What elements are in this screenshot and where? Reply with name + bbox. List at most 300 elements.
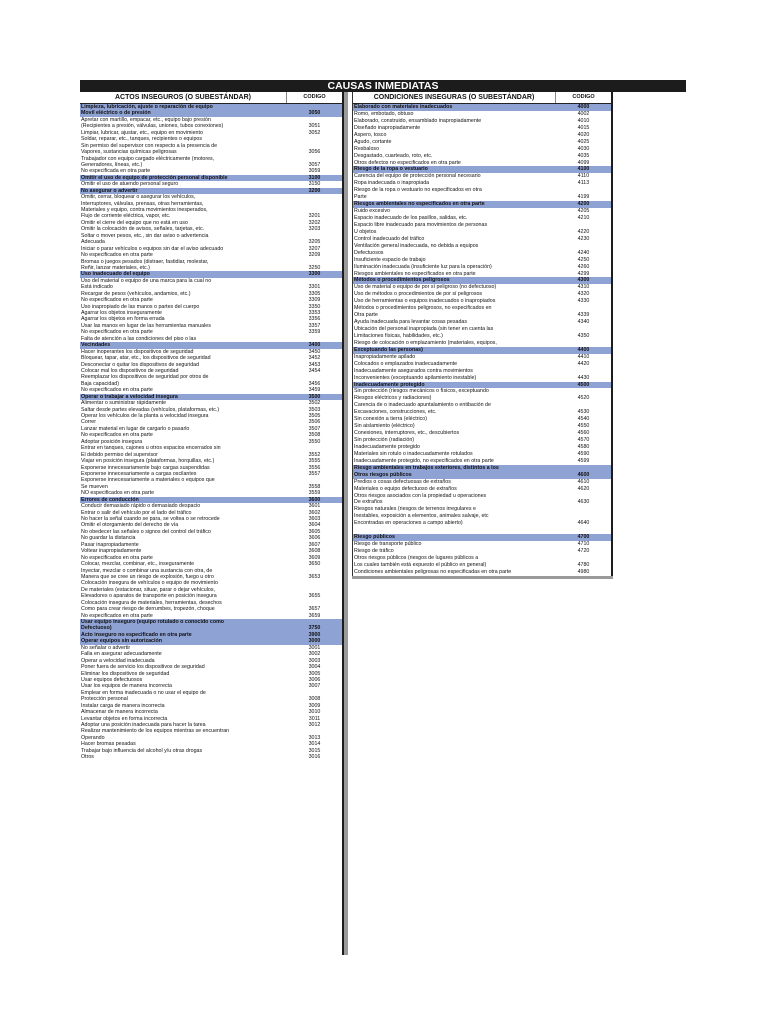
row-code: 3359	[308, 329, 321, 336]
row-code: 4420	[577, 360, 590, 367]
row-description: Carencia de o inadecuado apuntalamiento o entibación de	[354, 402, 491, 409]
row-description: U objetos	[354, 228, 377, 235]
row-description: Sin permiso del supervisor con respecto a la presencia de	[81, 142, 218, 149]
row-description: Operar equipos sin autorización	[81, 638, 162, 645]
row-description: Trabajar bajo influencia del alcohol y/u otras drogas	[81, 747, 203, 754]
row-description: Está indicado	[81, 284, 113, 291]
table-row	[353, 284, 611, 291]
row-description: Interruptores, válvulas, prensas, otras herramientas,	[81, 200, 204, 207]
row-description: Omitir, cerrar, bloquear o asegurar los vehículos,	[81, 194, 196, 201]
row-description: Usar los equipos de manera incorrecta	[81, 683, 172, 690]
row-code: 3506	[308, 419, 321, 426]
row-description: Limpiar, lubricar, ajustar, etc., equipo en movimiento	[81, 129, 203, 136]
row-description: Condiciones ambientales peligrosas no especificadas en otra parte	[354, 568, 512, 575]
row-description: Colocados o emplazados inadecuadamente	[354, 360, 458, 367]
row-description: Sin protección (riesgos mecánicos o físicos, exceptuando	[354, 388, 489, 395]
row-code: 4230	[577, 235, 590, 242]
table-row	[353, 333, 611, 340]
row-code: 3655	[308, 593, 321, 600]
row-description: Movil eléctrico o de presión	[81, 110, 151, 117]
row-code: 3505	[308, 413, 321, 419]
row-code: 3100	[287, 175, 342, 181]
row-code: 4570	[577, 437, 590, 443]
row-description: Diseñado inapropiadamente	[354, 124, 421, 131]
row-description: Correr	[81, 419, 97, 426]
row-code	[556, 493, 611, 500]
row-description: Entrar en tanques, cajones u otros espacios encerrados sin	[81, 445, 221, 452]
row-code: 3604	[308, 522, 321, 529]
row-code: 3001	[308, 644, 321, 651]
category-row	[353, 104, 611, 111]
row-code: 4010	[577, 117, 590, 124]
row-code: 3006	[308, 676, 321, 683]
category-row	[353, 277, 611, 284]
row-code: 4780	[577, 561, 590, 568]
row-code: 4320	[577, 291, 590, 298]
row-code: 3400	[287, 342, 342, 348]
row-code: 3453	[308, 361, 321, 368]
row-code: 4350	[577, 332, 590, 339]
row-description: Poner fuera de servicio los dispositivos de seguridad	[81, 664, 205, 671]
row-code: 4299	[577, 270, 590, 277]
row-code: 4300	[556, 277, 611, 284]
table-row	[353, 513, 611, 520]
unsafe-acts-code-header: CODIGO	[286, 92, 342, 103]
row-code: 4430	[577, 374, 590, 381]
table-row	[353, 208, 611, 215]
row-code: 3003	[308, 657, 321, 664]
row-code: 4640	[577, 520, 590, 527]
row-description: Flujo de corriente eléctrica, vapor, etc.	[81, 213, 171, 220]
row-code	[556, 368, 611, 375]
row-description: Se mueven	[81, 483, 108, 490]
row-description: Inadecuadamente protegido, no especificados en otra parte	[354, 457, 494, 464]
row-description: Soldar, reparar, etc., tanques, recipientes o equipos	[81, 136, 203, 143]
row-description: Uso de métodos o procedimientos de por sí peligrosos	[354, 291, 483, 298]
row-description: Riesgos eléctricos y radiaciones)	[354, 395, 432, 402]
row-code: 4710	[577, 541, 590, 548]
row-description: Conducir demasiado rápido o demasiado despacio	[81, 503, 201, 510]
row-description: (Recipientes a presión, válvulas, uniones, tubos conexiones)	[81, 123, 224, 130]
table-row	[353, 271, 611, 278]
row-code: 3056	[308, 149, 321, 156]
row-description: Ubicación del personal inapropiada (sin tener en cuenta las	[354, 326, 494, 332]
row-description: Otros riesgos asociados con la propiedad u operaciones	[354, 492, 487, 499]
row-description: Almacenar de manera incorrecta	[81, 709, 158, 716]
row-code: 4620	[577, 485, 590, 492]
row-code: 3015	[308, 747, 321, 754]
row-description: No especificados en otra parte	[81, 252, 153, 259]
unsafe-conditions-table	[352, 92, 613, 576]
row-code: 4550	[577, 423, 590, 430]
row-code: 3012	[308, 722, 321, 728]
row-code: 3558	[308, 483, 321, 490]
category-row	[353, 347, 611, 354]
unsafe-acts-title: ACTOS INSEGUROS (O SUBESTÁNDAR)	[115, 94, 251, 101]
row-code: 3452	[308, 355, 321, 362]
row-code: 3004	[308, 664, 321, 671]
row-code	[556, 527, 611, 534]
row-description: Saltar desde partes elevadas (vehículos, plataformas, etc.)	[81, 406, 220, 413]
row-description: Adoptar posición insegura	[81, 438, 143, 445]
columns	[80, 92, 686, 955]
table-row	[353, 153, 611, 160]
row-code: 4330	[577, 298, 590, 305]
row-description: Riesgo de colocación o emplazamiento (materiales, equipos,	[354, 339, 497, 346]
row-description: Romo, embotado, obtuso	[354, 110, 414, 117]
table-row	[353, 527, 611, 534]
row-description: No especificados en otra parte	[81, 387, 153, 394]
row-code: 4240	[577, 249, 590, 256]
table-row	[353, 368, 611, 375]
row-description: Uso inadecuado del equipo	[81, 271, 150, 278]
table-row	[353, 229, 611, 236]
row-description: NO especificados en otra parte	[81, 490, 155, 497]
row-description: Colocación insegura de vehículos o equipo de movimiento	[81, 580, 218, 587]
unsafe-conditions-wrap	[348, 92, 613, 579]
row-description: Inapropiadamente apilado	[354, 353, 416, 360]
row-code: 4035	[577, 152, 590, 159]
row-description: Omitir el cierre del equipo que no está en uso	[81, 219, 188, 226]
row-code: 4590	[577, 450, 590, 457]
unsafe-conditions-header	[353, 92, 611, 104]
row-code: 4540	[577, 416, 590, 423]
row-description: Parte	[354, 194, 367, 201]
row-code: 3013	[308, 734, 321, 741]
table-row	[353, 215, 611, 222]
row-code: 4200	[556, 201, 611, 208]
table-row	[353, 194, 611, 201]
row-code: 3552	[308, 451, 321, 458]
row-code: 4340	[577, 319, 590, 326]
row-code: 4210	[577, 215, 590, 221]
row-code: 4110	[577, 173, 590, 180]
row-description: Ventilación general inadecuada, no debida a equipos	[354, 242, 479, 249]
table-row	[353, 493, 611, 500]
row-code	[556, 305, 611, 312]
row-code: 4610	[577, 478, 590, 485]
row-description: Sin conexión a tierra (eléctrico)	[354, 416, 428, 423]
row-code: 3301	[308, 284, 321, 291]
row-code: 3209	[308, 252, 321, 259]
row-code: 3601	[308, 503, 321, 510]
row-code: 3605	[308, 528, 321, 535]
row-code: 3459	[308, 387, 321, 394]
row-code: 3607	[308, 541, 321, 548]
row-code: 3606	[308, 535, 321, 542]
row-code: 3000	[287, 638, 342, 644]
row-code: 4113	[577, 180, 590, 187]
row-code: 3609	[308, 554, 321, 561]
row-description: Materiales y equipo, contra movimientos inesperados,	[81, 207, 208, 213]
row-code	[556, 187, 611, 194]
row-description: Pasar inapropiadamente	[81, 541, 139, 548]
row-description: No obedecer las señales o signos del control del tráfico	[81, 528, 211, 535]
row-code: 3305	[308, 290, 321, 297]
row-code: 3010	[308, 709, 321, 716]
row-code: 3559	[308, 490, 321, 497]
row-description: Predios o cosas defectuosas de extraños	[354, 478, 451, 485]
row-description: Iniciar o parar vehículos o equipos sin dar el aviso adecuado	[81, 245, 224, 252]
row-code: 4020	[577, 131, 590, 138]
row-code: 3057	[308, 161, 321, 168]
row-code: 3002	[308, 651, 321, 658]
table-row	[353, 111, 611, 118]
row-code: 3557	[308, 470, 321, 477]
row-code: 3357	[308, 322, 321, 329]
table-row	[353, 125, 611, 132]
row-code	[556, 402, 611, 409]
row-code: 4520	[577, 395, 590, 402]
row-description: Ruido excesivo	[354, 208, 390, 215]
row-description: Exceptuando las personas)	[354, 346, 423, 353]
row-description: Otros riesgos públicos (riesgos de lugares públicos a	[354, 554, 479, 561]
row-description: Operar o trabajar a velocidad insegura	[81, 393, 178, 400]
row-code: 3203	[308, 226, 321, 233]
row-description: Materiales sin rotulo o inadecuadamente rotulados	[354, 450, 473, 457]
row-description: Control inadecuado del tráfico	[354, 235, 425, 242]
row-description: El debido permiso del supervisor	[81, 451, 158, 458]
row-code: 4260	[577, 263, 590, 270]
table-row	[353, 146, 611, 153]
row-code: 4339	[577, 312, 590, 319]
row-description: Riesgos ambientales no especificados en otra parte	[354, 201, 485, 208]
unsafe-conditions-code-header: CODIGO	[555, 92, 611, 103]
row-description: Desconectar o quitar los dispositivos de seguridad	[81, 361, 200, 368]
row-description: Espacio libre inadecuado para movimientos de personas	[354, 221, 488, 228]
row-code: 3600	[287, 497, 342, 503]
table-row	[353, 458, 611, 465]
row-description: Realizar mantenimiento de los equipos mientras se encuentran	[81, 728, 230, 735]
category-row	[353, 534, 611, 541]
row-description: Como para crear riesgo de derrumbes, tropezón, choque	[81, 606, 215, 613]
row-description: Conexiones, interruptores, etc., descubiertos	[354, 430, 460, 437]
row-code: 3207	[308, 245, 321, 252]
row-description: Ropa inadecuada o inapropiada	[354, 180, 430, 187]
table-row	[353, 541, 611, 548]
row-code: 4720	[577, 548, 590, 554]
row-code: 4015	[577, 124, 590, 131]
table-row	[353, 499, 611, 506]
table-row	[353, 180, 611, 187]
row-description: Bromas o juegos pesados (distraer, fastidiar, molestar,	[81, 258, 209, 265]
category-row	[353, 465, 611, 472]
row-code: 3659	[308, 612, 321, 619]
row-code: 3005	[308, 670, 321, 677]
row-code: 3350	[308, 303, 321, 310]
row-description: Voltear inapropiadamente	[81, 548, 142, 555]
row-code: 4630	[577, 499, 590, 506]
row-description: Protección personal	[81, 696, 128, 703]
row-description: Agarrar los objetos inseguramente	[81, 310, 162, 316]
row-description: Vecindades	[81, 342, 111, 349]
row-description: Apretar con martillo, empacar, etc., equipo bajo presión	[81, 116, 211, 123]
row-code: 4980	[577, 568, 590, 575]
table-row	[353, 236, 611, 243]
row-description: Omitir el uso de atuendo personal seguro	[81, 181, 179, 188]
row-code: 3555	[308, 458, 321, 465]
table-bottom-shadow	[352, 576, 613, 579]
row-code: 3011	[308, 715, 321, 722]
row-code: 4199	[577, 194, 590, 201]
row-description: Levantar objetos en forma incorrecta	[81, 715, 168, 722]
row-description: Materiales o equipo defectuoso de extraños	[354, 485, 457, 492]
row-code: 3750	[287, 625, 342, 631]
table-row	[353, 569, 611, 576]
row-code: 3007	[308, 683, 321, 690]
table-row	[353, 222, 611, 229]
table-row	[353, 361, 611, 368]
row-code: 3653	[308, 573, 321, 580]
row-code: 3250	[308, 264, 321, 271]
row-description: Riesgo de tráfico	[354, 548, 394, 554]
row-description: Elaborado, construido, ensamblado inapropiadamente	[354, 117, 482, 124]
category-row	[353, 166, 611, 173]
row-description: Otros defectos no especificados en otra parte	[354, 159, 461, 166]
row-description: Baja capacidad)	[81, 380, 119, 387]
row-description: No especificados en otra parte	[81, 297, 153, 304]
row-description: No especificados en otra parte	[81, 612, 153, 619]
row-code: 3200	[287, 188, 342, 194]
row-description: Inadecuadamente protegido	[354, 443, 420, 450]
row-description: Riesgo de transporte público	[354, 541, 422, 548]
row-description: De extraños	[354, 499, 383, 506]
row-description: Hacer bromas pesadas	[81, 741, 136, 748]
table-row	[353, 416, 611, 423]
table-row	[353, 430, 611, 437]
row-description: Generadores, líneas, etc.)	[81, 161, 143, 168]
row-description: Inestables, exposición a elementos, animales salvaje, etc	[354, 513, 489, 520]
row-code: 3603	[308, 516, 321, 522]
row-code: 4025	[577, 138, 590, 145]
row-description: Inadecuadamente protegido	[354, 381, 425, 388]
row-description: Operar a velocidad inadecuada	[81, 657, 155, 664]
row-code: 3016	[308, 754, 321, 761]
row-description: Recargar de pesos (vehículos, andamios, etc.)	[81, 290, 191, 297]
row-description: Exponerse innecesariamente a materiales o equipos que	[81, 477, 215, 484]
unsafe-acts-rows	[80, 104, 342, 761]
row-code: 3356	[308, 316, 321, 323]
row-description: Limitaciones físicas, habilidades, etc.)	[354, 332, 443, 339]
table-row	[353, 520, 611, 527]
row-description: Espacio inadecuado de los pasillos, salidas, etc.	[354, 215, 468, 221]
row-description: Falta de atención a las condiciones del piso o las	[81, 335, 197, 342]
table-row	[353, 451, 611, 458]
row-description: Acto inseguro no especificado en otra parte	[81, 631, 192, 638]
row-description: Entrar o salir del vehículo por el lado del tráfico	[81, 509, 192, 516]
row-description: Excavaciones, construcciones, etc.	[354, 409, 437, 416]
row-code: 3550	[308, 438, 321, 445]
table-row	[353, 160, 611, 167]
row-description: Lanzar material en lugar de cargarlo o pasarlo	[81, 425, 190, 432]
row-description: No guardar la distancia	[81, 535, 136, 542]
table-row	[353, 187, 611, 194]
row-code: 4250	[577, 256, 590, 263]
category-row	[353, 472, 611, 479]
row-description: De materiales (estacionar, situar, parar o dejar vehículos,	[81, 586, 215, 593]
row-code: 4000	[556, 104, 611, 111]
row-description: Otra parte	[354, 312, 378, 319]
row-description: Agudo, cortante	[354, 138, 392, 145]
row-code: 3009	[308, 702, 321, 709]
row-description: Inadecuadamente asegurados contra movimientos	[354, 367, 473, 374]
row-description: Riesgo ambientales en trabajos exteriores, distintos a los	[354, 464, 499, 471]
row-code: 4560	[577, 430, 590, 437]
row-description: Carencia del equipo de protección personal necesario	[354, 173, 481, 180]
row-code	[556, 243, 611, 250]
row-description: Encontradas en operaciones a campo abierto)	[354, 520, 463, 527]
row-description: Uso inapropiado de las manos o partes del cuerpo	[81, 303, 200, 310]
row-description: Métodos o procedimientos peligrosos, no especificados en	[354, 305, 492, 312]
row-description: Manera que se cree un riesgo de explosión, fuego u otro	[81, 573, 214, 580]
row-code: 4220	[577, 228, 590, 235]
row-description: Sin aislamiento (eléctrico)	[354, 423, 415, 430]
row-description: Omitir el otorgamiento del derecho de vía	[81, 522, 179, 529]
row-code: 4205	[577, 208, 590, 215]
row-code: 4599	[577, 457, 590, 464]
row-description: Riesgo de la ropa o vestuario	[354, 166, 428, 173]
table-row	[353, 305, 611, 312]
row-code: 3309	[308, 297, 321, 304]
table-row	[353, 562, 611, 569]
row-code: 3508	[308, 432, 321, 439]
row-description: Elevadores o aparatos de transporte en posición insegura	[81, 593, 217, 600]
table-row	[353, 250, 611, 257]
table-row	[353, 139, 611, 146]
row-code: 3201	[308, 213, 321, 220]
table-row	[353, 444, 611, 451]
row-code: 3353	[308, 310, 321, 316]
row-code: 3503	[308, 406, 321, 413]
row-description: Defectuosos	[354, 249, 384, 256]
row-description: Los cuales también está expuesto el público en general)	[354, 561, 487, 568]
row-description: No especificados en otra parte	[81, 329, 153, 336]
row-code: 3454	[308, 367, 321, 374]
row-code: 4500	[556, 382, 611, 389]
table-row	[353, 555, 611, 562]
row-code: 3650	[308, 561, 321, 568]
row-description: Insuficiente espacio de trabajo	[354, 256, 426, 263]
row-code: 4700	[556, 534, 611, 541]
row-description: Usar las manos en lugar de las herramientas manuales	[81, 322, 211, 329]
table-row	[353, 423, 611, 430]
row-code	[556, 506, 611, 513]
row-description: Falla en asegurar adecuadamente	[81, 651, 162, 658]
row-description: Usar equipos defectuosos	[81, 676, 143, 683]
row-code	[556, 326, 611, 333]
row-description: Bloquear, tapar, atar, etc., los dispositivos de seguridad	[81, 355, 211, 362]
row-code: 4002	[577, 110, 590, 117]
row-description: Riesgos naturales (riesgos de terrenos irregulares e	[354, 506, 476, 513]
row-description: Viajar en posición insegura (plataformas, horquillas, etc.)	[81, 458, 215, 465]
row-description: Instalar carga de manera incorrecta	[81, 702, 165, 709]
row-code: 3059	[308, 168, 321, 175]
row-code: 3050	[287, 110, 342, 116]
row-description: Áspero, tosco	[354, 131, 387, 138]
row-code	[556, 555, 611, 562]
row-code	[556, 222, 611, 229]
row-code: 3008	[308, 696, 321, 703]
row-description: No especificados en otra parte	[81, 554, 153, 561]
table-row	[353, 486, 611, 493]
row-code: 3900	[287, 632, 342, 638]
row-description: Omitir la colocación de avisos, señales, tarjetas, etc.	[81, 226, 205, 233]
row-description: Colocar mal los dispositivos de seguridad	[81, 367, 179, 374]
row-description: Hacer inoperantes los dispositivos de seguridad	[81, 348, 194, 355]
category-row	[353, 382, 611, 389]
row-description: Defectuoso)	[81, 625, 112, 632]
row-code	[556, 513, 611, 520]
